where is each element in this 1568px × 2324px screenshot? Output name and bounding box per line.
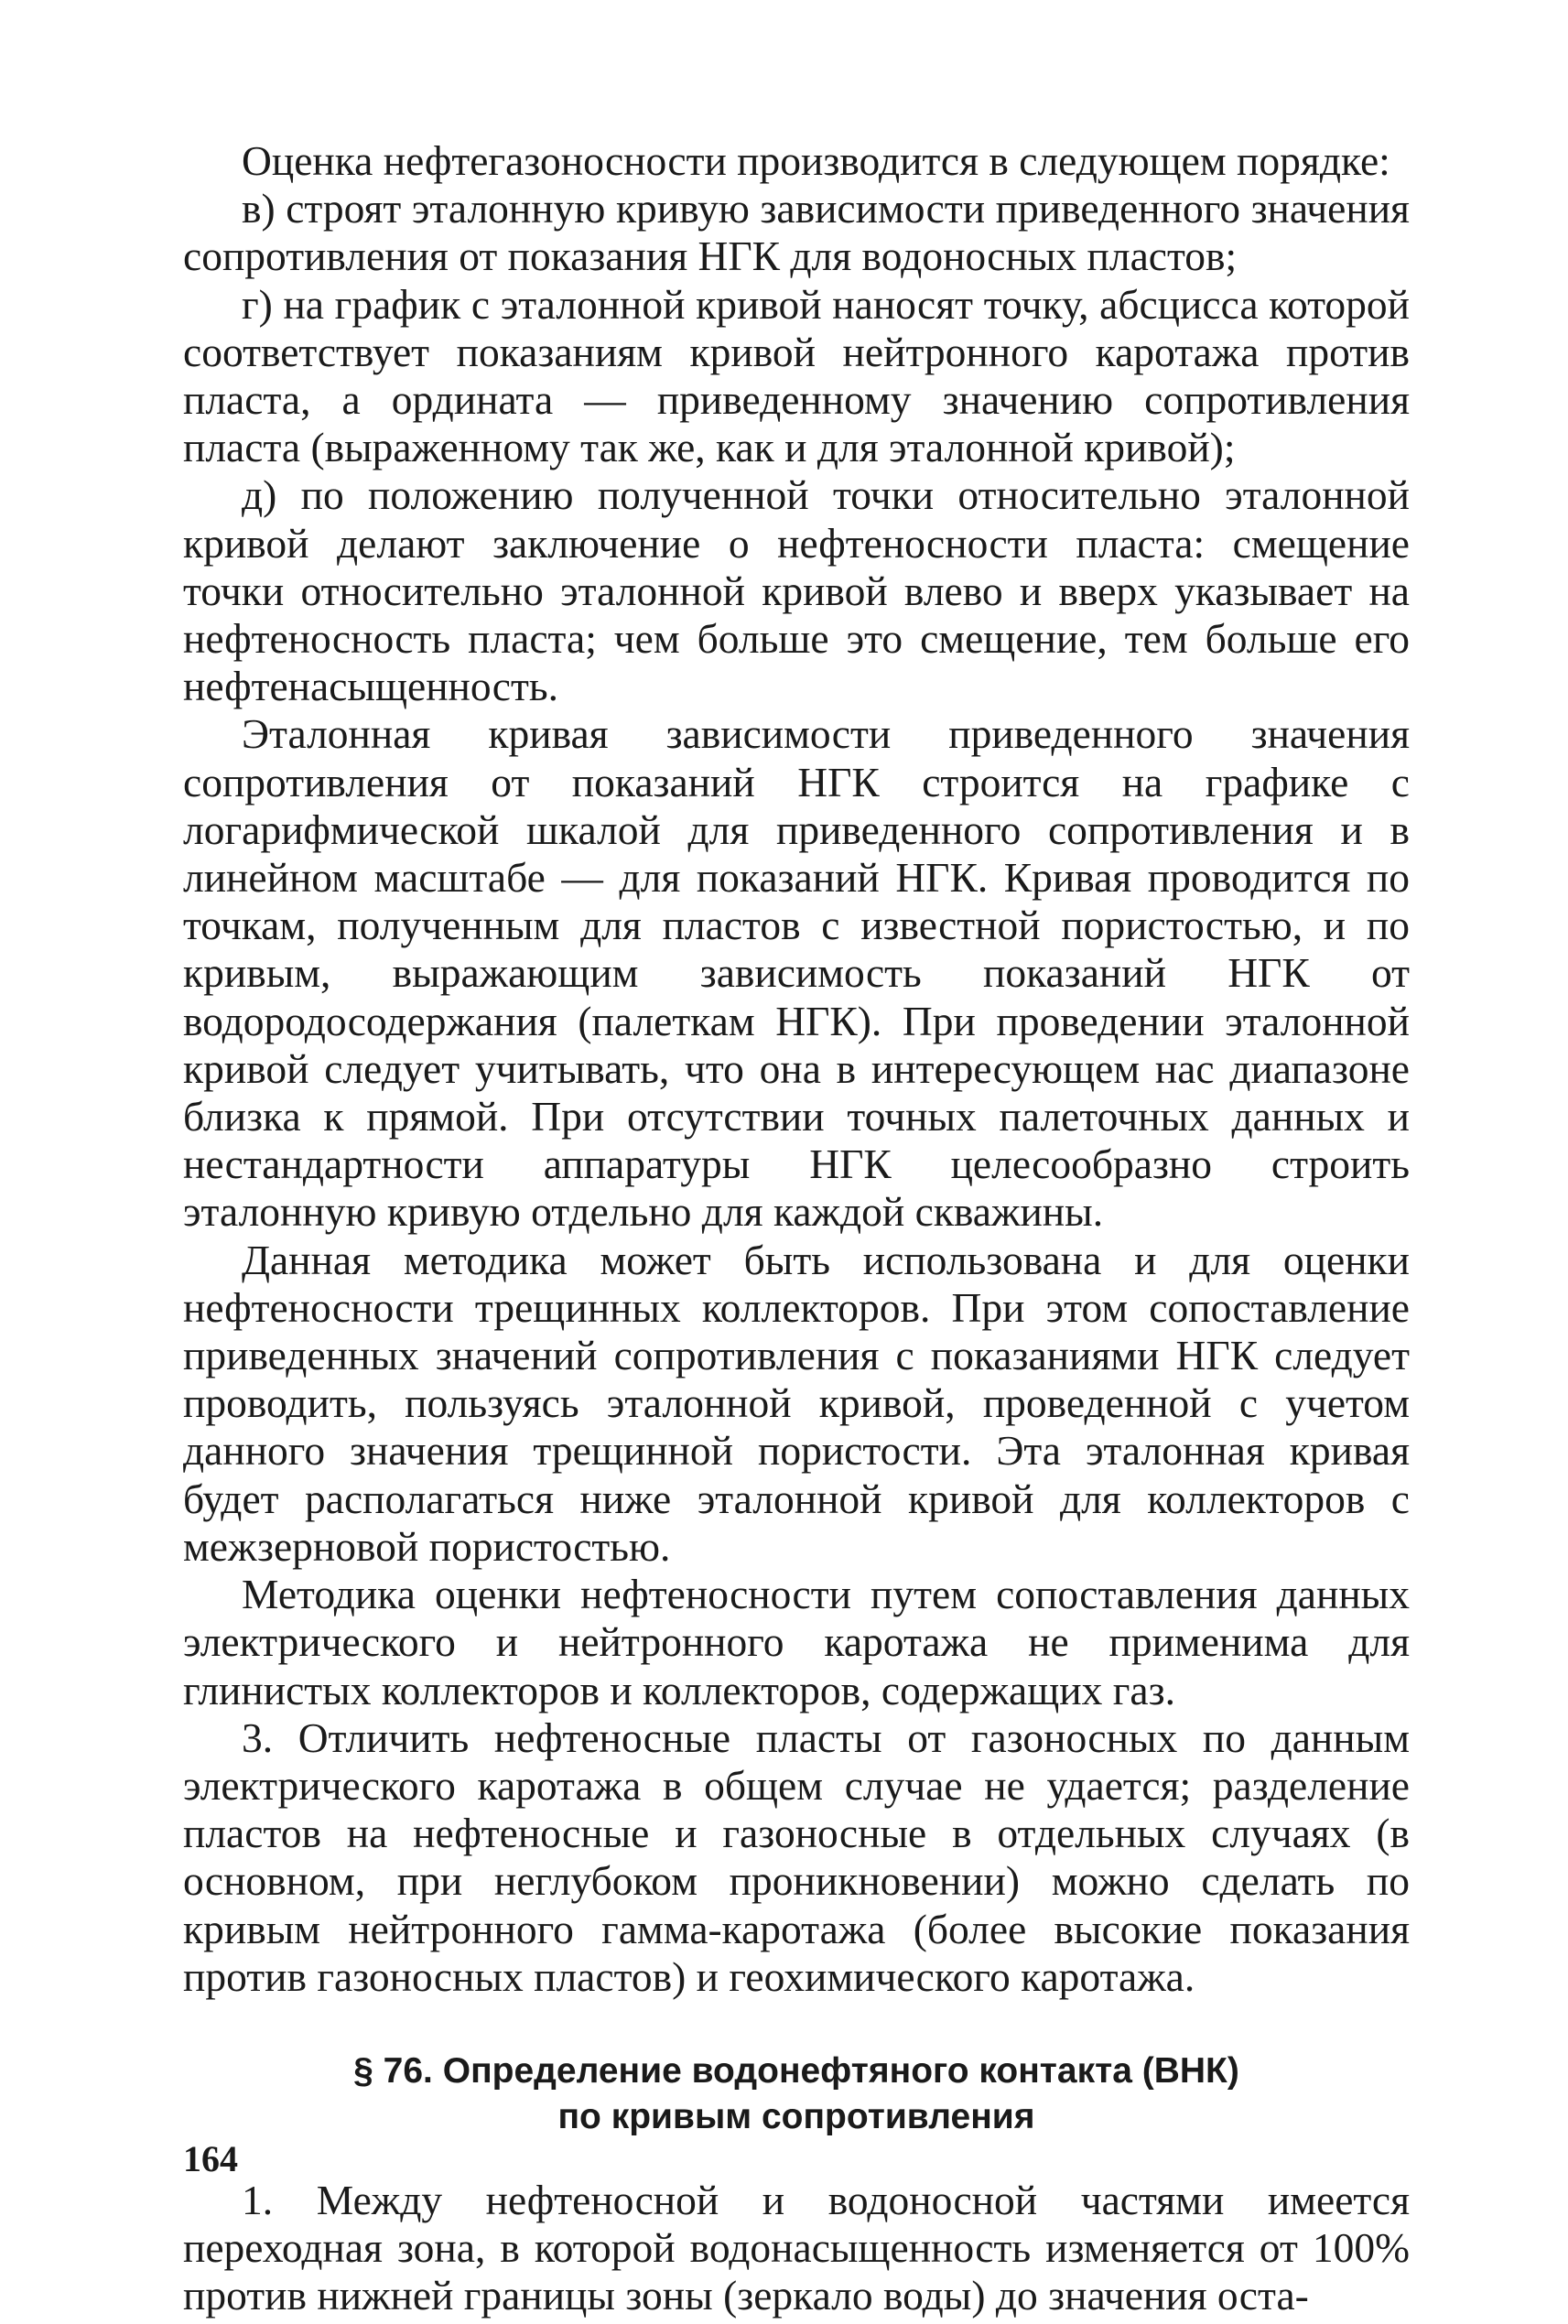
paragraph-item-3: 3. Отличить нефтеносные пласты от газоносных по данным электрического каротажа в общем случае не удается; разделение пластов на нефтеносные и газоносные в отдельных случаях (в основном, при неглубоком проникновении) можно сделать по кривым нейтронного гамма-каротажа (более высокие показания против газоносных пластов) и геохимического каротажа. — [183, 1713, 1410, 2000]
paragraph-method-limits: Методика оценки нефтеносности путем сопоставления данных электрического и нейтронного каротажа не применима для глинистых коллекторов и коллекторов, содержащих газ. — [183, 1571, 1410, 1713]
section-heading-line-2: по кривым сопротивления — [557, 2096, 1035, 2136]
section-heading — [183, 2048, 1410, 2140]
paragraph-fractured-reservoirs: Данная методика может быть использована и для оценки нефтеносности трещинных коллекторов. При этом сопоставление приведенных значений сопротивления с показаниями НГК следует проводить, пользуясь эталонной кривой, проведенной с учетом данного значения трещинной пористости. Эта эталонная кривая будет располагаться ниже эталонной кривой для коллекторов с межзерновой пористостью. — [183, 1236, 1410, 1570]
list-item-v: в) строят эталонную кривую зависимости приведенного значения сопротивления от показания НГК для водоносных пластов; — [183, 185, 1410, 280]
paragraph-reference-curve: Эталонная кривая зависимости приведенного значения сопротивления от показаний НГК строится на графике с логарифмической шкалой для приведенного сопротивления и в линейном масштабе — для показаний НГК. Кривая проводится по точкам, полученным для пластов с известной пористостью, и по кривым, выражающим зависимость показаний НГК от водородосодержания (палеткам НГК). При проведении эталонной кривой следует учитывать, что она в интересующем нас диапазоне близка к прямой. При отсутствии точных палеточных данных и нестандартности аппаратуры НГК целесообразно строить эталонную кривую отдельно для каждой скважины. — [183, 710, 1410, 1236]
page-body — [183, 137, 1410, 2320]
list-item-g: г) на график с эталонной кривой наносят точку, абсцисса которой соответствует показаниям кривой нейтронного каротажа против пласта, а ордината — приведенному значению сопротивления пласта (выраженному так же, как и для эталонной кривой); — [183, 280, 1410, 471]
paragraph-intro: Оценка нефтегазоносности производится в следующем порядке: — [242, 137, 1390, 184]
section-heading-line-1: § 76. Определение водонефтяного контакта (ВНК) — [353, 2050, 1239, 2091]
list-item-d: д) по положению полученной точки относительно эталонной кривой делают заключение о нефтеносности пласта: смещение точки относительно эталонной кривой влево и вверх указывает на нефтеносность пласта; чем больше это смещение, тем больше его нефтенасыщенность. — [183, 471, 1410, 710]
page-number: 164 — [183, 2138, 238, 2179]
paragraph-item-1: 1. Между нефтеносной и водоносной частями имеется переходная зона, в которой водонасыщенность изменяется от 100% против нижней границы зоны (зеркало воды) до значения оста- — [183, 2176, 1410, 2319]
